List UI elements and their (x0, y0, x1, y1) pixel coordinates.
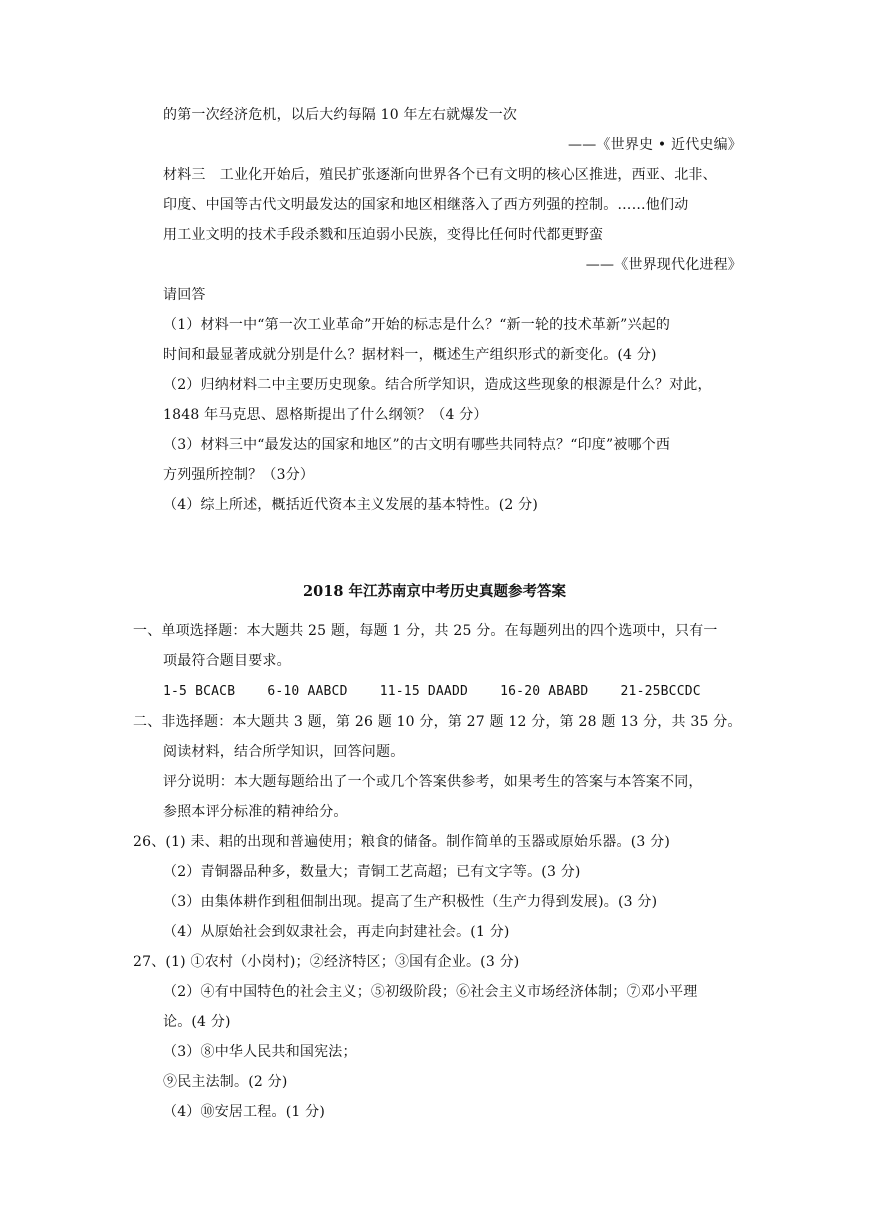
section-one-heading: 项最符合题目要求。 (163, 653, 291, 669)
answer-26: （2）青铜器品种多，数量大；青铜工艺高超；已有文字等。(3 分) (163, 864, 581, 880)
answer-26: （3）由集体耕作到租佃制出现。提高了生产积极性（生产力得到发展)。(3 分) (163, 894, 658, 910)
question-four: （4）综上所述，概括近代资本主义发展的基本特性。(2 分) (163, 497, 538, 513)
section-two-heading: 阅读材料，结合所学知识，回答问题。 (163, 744, 405, 760)
question-two: （2）归纳材料二中主要历史现象。结合所学知识，造成这些现象的根源是什么？对此， (163, 377, 712, 393)
question-one: 时间和最显著成就分别是什么？据材料一，概述生产组织形式的新变化。(4 分) (163, 347, 657, 363)
answer-27: 27、(1) ①农村（小岗村)；②经济特区；③国有企业。(3 分) (133, 954, 520, 970)
material-three-line: 用工业文明的技术手段杀戮和压迫弱小民族，变得比任何时代都更野蛮 (163, 227, 604, 243)
section-one-heading: 一、单项选择题：本大题共 25 题，每题 1 分，共 25 分。在每题列出的四个选项中，只有一 (133, 623, 718, 639)
question-prompt: 请回答 (163, 287, 206, 303)
material-three-line: 印度、中国等古代文明最发达的国家和地区相继落入了西方列强的控制。……他们动 (163, 197, 689, 213)
question-two: 1848 年马克思、恩格斯提出了什么纲领？（4 分） (163, 407, 488, 423)
answer-27: ⑨民主法制。(2 分) (163, 1074, 288, 1090)
question-three: 方列强所控制？（3分） (163, 467, 315, 483)
choice-answer-keys: 1-5 BCACB 6-10 AABCD 11-15 DAADD 16-20 ABABD 21-25BCCDC (163, 684, 701, 699)
answer-26: 26、(1) 耒、耜的出现和普遍使用；粮食的储备。制作简单的玉器或原始乐器。(3 分) (133, 834, 670, 850)
material-two-tail: 的第一次经济危机，以后大约每隔 10 年左右就爆发一次 (163, 107, 518, 123)
material-three-source: ——《世界现代化进程》 (585, 257, 742, 273)
section-two-heading: 二、非选择题：本大题共 3 题，第 26 题 10 分，第 27 题 12 分，第 28 题 13 分，共 35 分。 (133, 714, 742, 730)
answer-27: （3）⑧中华人民共和国宪法； (163, 1044, 357, 1060)
answer-key-title: 2018 年江苏南京中考历史真题参考答案 (303, 583, 566, 600)
scoring-note: 参照本评分标准的精神给分。 (163, 804, 348, 820)
scoring-note: 评分说明：本大题每题给出了一个或几个答案供参考，如果考生的答案与本答案不同， (163, 774, 703, 790)
answer-27: （2）④有中国特色的社会主义；⑤初级阶段；⑥社会主义市场经济体制；⑦邓小平理 (163, 984, 698, 1000)
answer-27: 论。(4 分) (163, 1014, 231, 1030)
question-three: （3）材料三中“最发达的国家和地区”的古文明有哪些共同特点？“印度”被哪个西 (163, 437, 671, 453)
material-two-source: ——《世界史 • 近代史编》 (568, 137, 742, 153)
answer-26: （4）从原始社会到奴隶社会，再走向封建社会。(1 分) (163, 924, 510, 940)
question-one: （1）材料一中“第一次工业革命”开始的标志是什么？“新一轮的技术革新”兴起的 (163, 317, 671, 333)
material-three-line: 材料三 工业化开始后，殖民扩张逐渐向世界各个已有文明的核心区推进，西亚、北非、 (163, 167, 717, 183)
answer-27: （4）⑩安居工程。(1 分) (163, 1104, 325, 1120)
